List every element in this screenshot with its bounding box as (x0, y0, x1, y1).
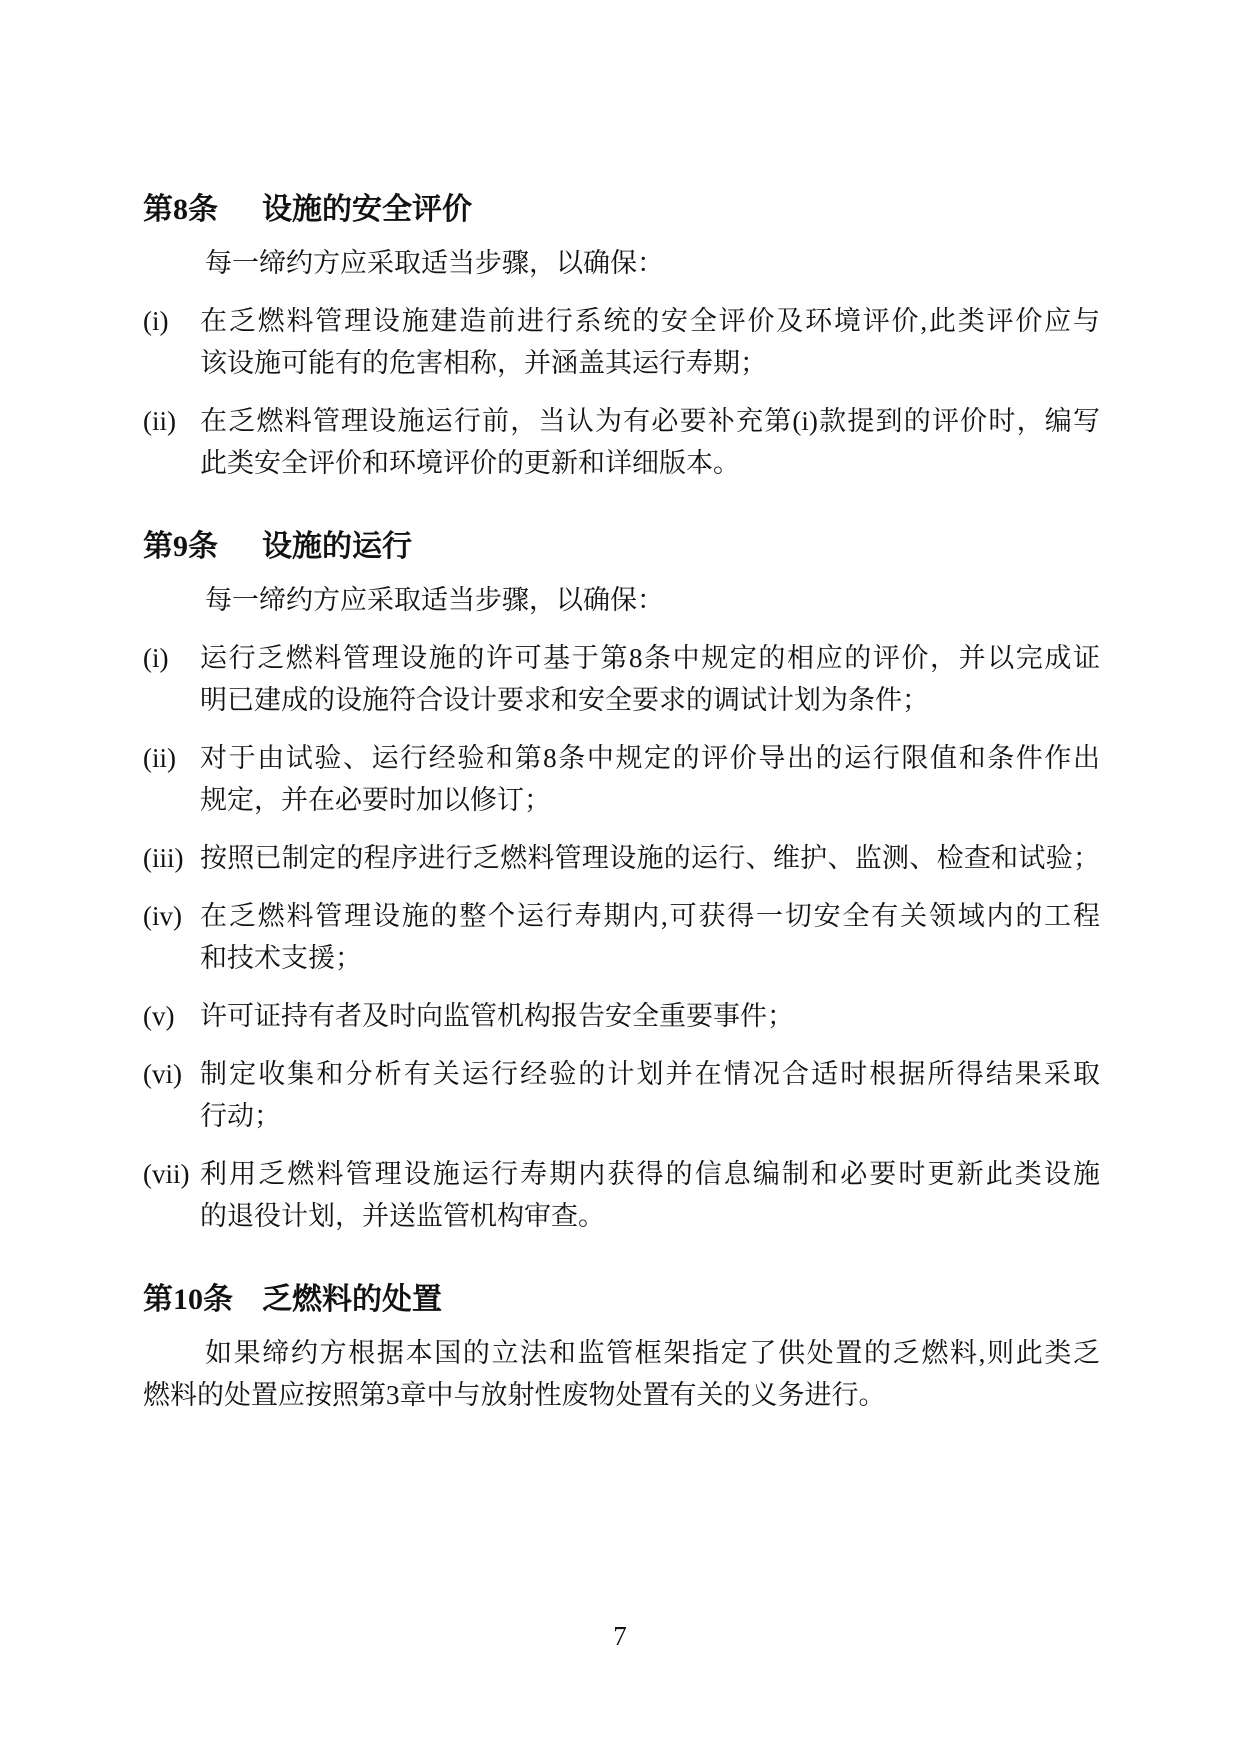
list-item-marker: (ii) (143, 406, 176, 436)
list-item (143, 400, 1100, 484)
article-8-heading (143, 192, 1100, 228)
list-item-body (200, 895, 1100, 979)
list-item (143, 1153, 1100, 1237)
list-item-marker: (vi) (143, 1059, 182, 1089)
list-item-body (200, 637, 1100, 721)
list-item (143, 637, 1100, 721)
list-item (143, 837, 1100, 879)
list-item-line: 规定，并在必要时加以修订； (200, 785, 551, 815)
article-8 (143, 192, 1100, 484)
list-item-marker: (i) (143, 643, 169, 673)
list-item-line: 按照已制定的程序进行乏燃料管理设施的运行、维护、监测、检查和试验； (200, 843, 1100, 873)
list-item-line: 许可证持有者及时向监管机构报告安全重要事件； (200, 1001, 794, 1031)
list-item-line: 的退役计划，并送监管机构审查。 (200, 1201, 605, 1231)
list-item-line: 明已建成的设施符合设计要求和安全要求的调试计划为条件； (200, 685, 929, 715)
article-title: 设施的运行 (262, 530, 412, 563)
list-item-body (200, 737, 1100, 821)
article-9-heading (143, 529, 1100, 565)
list-item-marker: (vii) (143, 1159, 190, 1189)
list-item-marker: (ii) (143, 743, 176, 773)
list-item-line: 制定收集和分析有关运行经验的计划并在情况合适时根据所得结果采取 (200, 1059, 1100, 1089)
list-item-marker: (v) (143, 1001, 175, 1031)
list-item-body (200, 1053, 1100, 1137)
list-item (143, 737, 1100, 821)
article-intro: 每一缔约方应采取适当步骤，以确保： (205, 248, 664, 278)
list-item-line: 行动； (200, 1101, 281, 1131)
list-item-line: 在乏燃料管理设施的整个运行寿期内,可获得一切安全有关领域内的工程 (200, 901, 1100, 931)
list-item-line: 此类安全评价和环境评价的更新和详细版本。 (200, 448, 740, 478)
article-10-heading (143, 1282, 1100, 1318)
list-item-line: 利用乏燃料管理设施运行寿期内获得的信息编制和必要时更新此类设施 (200, 1159, 1100, 1189)
list-item-line: 和技术支援； (200, 943, 362, 973)
list-item (143, 1053, 1100, 1137)
list-item-line: 对于由试验、运行经验和第8条中规定的评价导出的运行限值和条件作出 (200, 743, 1100, 773)
list-item-line: 运行乏燃料管理设施的许可基于第8条中规定的相应的评价，并以完成证 (200, 643, 1100, 673)
list-item-body (200, 995, 1100, 1037)
list-item-marker: (iii) (143, 843, 184, 873)
list-item-marker: (iv) (143, 901, 182, 931)
list-item-line: 在乏燃料管理设施建造前进行系统的安全评价及环境评价,此类评价应与 (200, 306, 1100, 336)
page-number: 7 (613, 1621, 627, 1651)
list-item-marker: (i) (143, 306, 169, 336)
paragraph-line: 燃料的处置应按照第3章中与放射性废物处置有关的义务进行。 (143, 1380, 886, 1410)
list-item-body (200, 300, 1100, 384)
article-intro: 每一缔约方应采取适当步骤，以确保： (205, 585, 664, 615)
article-number: 第10条 (143, 1283, 233, 1316)
article-10 (143, 1282, 1100, 1416)
list-item (143, 995, 1100, 1037)
article-title: 设施的安全评价 (262, 193, 472, 226)
list-item (143, 895, 1100, 979)
paragraph-line: 如果缔约方根据本国的立法和监管框架指定了供处置的乏燃料,则此类乏 (205, 1338, 1100, 1368)
list-item (143, 300, 1100, 384)
list-item-line: 该设施可能有的危害相称，并涵盖其运行寿期； (200, 348, 767, 378)
article-title: 乏燃料的处置 (262, 1283, 442, 1316)
article-paragraph (143, 1332, 1100, 1416)
list-item-body (200, 400, 1100, 484)
article-number: 第9条 (143, 530, 218, 563)
list-item-body (200, 837, 1100, 879)
article-9 (143, 529, 1100, 1237)
article-number: 第8条 (143, 193, 218, 226)
list-item-line: 在乏燃料管理设施运行前，当认为有必要补充第(i)款提到的评价时，编写 (200, 406, 1100, 436)
list-item-body (200, 1153, 1100, 1237)
